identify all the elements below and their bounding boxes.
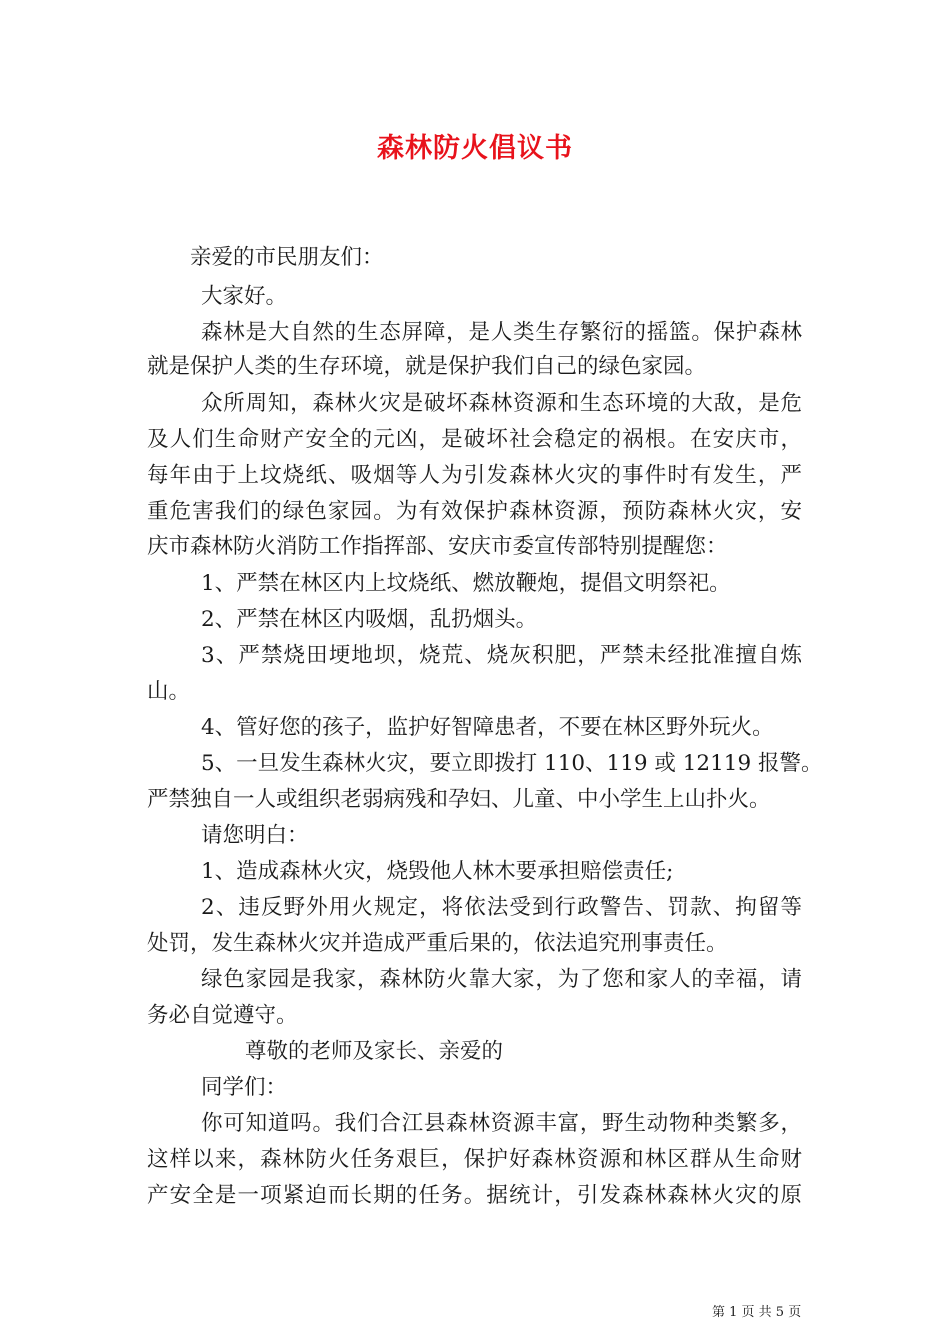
list-item-line: 3、严禁烧田埂地坝，烧荒、烧灰积肥，严禁未经批准擅自炼: [201, 643, 802, 668]
list-item-line: 1、严禁在林区内上坟烧纸、燃放鞭炮，提倡文明祭祀。: [201, 571, 731, 596]
list-item-line: 严禁独自一人或组织老弱病残和孕妇、儿童、中小学生上山扑火。: [147, 787, 771, 812]
salutation-line: 尊敬的老师及家长、亲爱的: [245, 1039, 504, 1064]
paragraph-line: 产安全是一项紧迫而长期的任务。据统计，引发森林森林火灾的原: [147, 1183, 802, 1208]
salutation-line: 同学们：: [201, 1075, 288, 1100]
paragraph-line: 森林是大自然的生态屏障，是人类生存繁衍的摇篮。保护森林: [201, 320, 802, 345]
paragraph-line: 庆市森林防火消防工作指挥部、安庆市委宣传部特别提醒您：: [147, 534, 728, 559]
paragraph-line: 每年由于上坟烧纸、吸烟等人为引发森林火灾的事件时有发生，严: [147, 463, 802, 488]
list-item-line: 5、一旦发生森林火灾，要立即拨打 110、119 或 12119 报警。: [201, 751, 823, 776]
paragraph-line: 众所周知，森林火灾是破坏森林资源和生态环境的大敌，是危: [201, 391, 802, 416]
document-title: 森林防火倡议书: [377, 133, 573, 164]
paragraph-line: 重危害我们的绿色家园。为有效保护森林资源，预防森林火灾，安: [147, 499, 802, 524]
paragraph-line: 务必自觉遵守。: [147, 1003, 298, 1028]
paragraph-line: 及人们生命财产安全的元凶，是破坏社会稳定的祸根。在安庆市，: [147, 427, 802, 452]
list-item-line: 2、严禁在林区内吸烟，乱扔烟头。: [201, 607, 538, 632]
paragraph-line: 就是保护人类的生存环境，就是保护我们自己的绿色家园。: [147, 354, 707, 379]
greeting-line: 亲爱的市民朋友们：: [190, 245, 384, 270]
paragraph-line: 请您明白：: [201, 823, 309, 848]
list-item-line: 4、管好您的孩子，监护好智障患者，不要在林区野外玩火。: [201, 715, 774, 740]
paragraph-line: 你可知道吗。我们合江县森林资源丰富，野生动物种类繁多，: [201, 1111, 802, 1136]
paragraph-line: 这样以来，森林防火任务艰巨，保护好森林资源和林区群从生命财: [147, 1147, 802, 1172]
paragraph-line: 绿色家园是我家，森林防火靠大家，为了您和家人的幸福，请: [201, 967, 802, 992]
page-number-footer: 第 1 页 共 5 页: [712, 1305, 802, 1320]
list-item-line: 1、造成森林火灾，烧毁他人林木要承担赔偿责任;: [201, 859, 674, 884]
list-item-line: 处罚，发生森林火灾并造成严重后果的，依法追究刑事责任。: [147, 931, 728, 956]
list-item-line: 山。: [147, 679, 191, 704]
paragraph-line: 大家好。: [201, 284, 288, 309]
list-item-line: 2、违反野外用火规定，将依法受到行政警告、罚款、拘留等: [201, 895, 802, 920]
